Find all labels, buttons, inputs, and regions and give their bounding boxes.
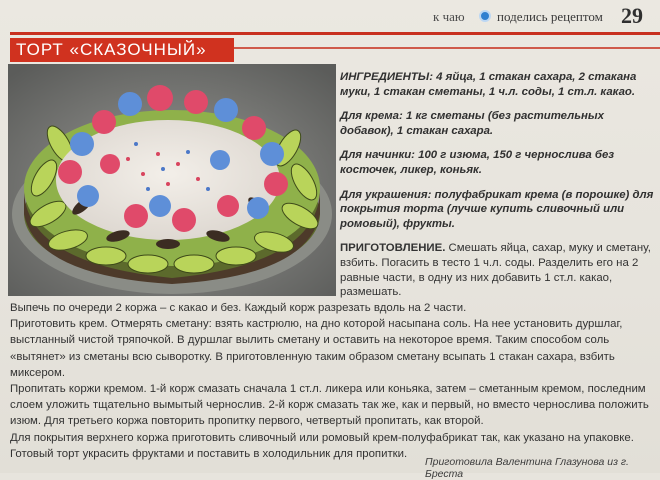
recipe-title: ТОРТ «СКАЗОЧНЫЙ» [16,40,207,59]
ingredients-column [340,70,658,310]
bullet-icon [479,10,491,22]
body-paragraph: Приготовить крем. Отмерять сметану: взять кастрюлю, на дно которой насыпана соль. На нее установить дуршлаг, выстланный чистой тряпочкой. В дуршлаг вылить сметану и оставить на некоторое время. Таким способом соль «вытянет» из сметаны всю сыворотку. В приготовленную таким образом сметану всыпать 1 стакан сахара, взбить миксером. [10,318,623,379]
rubric-label: поделись рецептом [497,9,603,24]
title-rule [234,47,660,49]
decoration-text: полуфабрикат крема (в порошке) для покрытия торта (лучше купить сливочный или ромовый), фрукты. [340,188,654,230]
cake-photo-icon [8,64,336,296]
header-rule [10,32,660,35]
body-paragraph: Пропитать коржи кремом. 1-й корж смазать сначала 1 ст.л. ликера или коньяка, затем – сметанным кремом, последним слоем уложить тщательно вымытый чернослив. 2-й корж смазать так же, как и первый, но вместо чернослива положить изюм. Для третьего коржа повторить пропитку первого, четвертый пропитать, как второй. [10,383,649,428]
preparation-text: Смешать яйца, сахар, муку и сметану, взбить. Погасить в тесто 1 ч.л. соды. Разделить его на 2 равные части, в одну из них добавить 1 ст.л. какао, размешать. [340,242,651,299]
preparation-label: ПРИГОТОВЛЕНИЕ. [340,242,446,255]
cream-block [340,109,658,138]
ingredients-block [340,70,658,99]
filling-text: 100 г изюма, 150 г чернослива без косточек, ликер, коньяк. [340,149,615,176]
cream-label: Для крема: [340,110,403,123]
page-header [0,0,660,32]
preparation-block [340,241,658,299]
recipe-body [10,300,658,462]
body-paragraph: Выпечь по очереди 2 коржа – с какао и без. Каждый корж разрезать вдоль на 2 части. [10,302,467,314]
page-number: 29 [621,3,643,28]
decoration-label: Для украшения: [340,188,432,201]
author-signature: Приготовила Валентина Глазунова из г. Бреста [425,456,629,480]
filling-label: Для начинки: [340,149,415,162]
cream-text: 1 кг сметаны (без растительных добавок), 1 стакан сахара. [340,110,604,137]
decoration-block [340,188,658,232]
body-paragraph: Для покрытия верхнего коржа приготовить сливочный или ромовый крем-полуфабрикат так, как указано на упаковке. Готовый торт украсить фруктами и поставить в холодильник для пропитки. [10,431,634,460]
ingredients-label: ИНГРЕДИЕНТЫ: [340,71,433,83]
section-label: к чаю [433,9,465,24]
filling-block [340,148,658,177]
ingredients-text: 4 яйца, 1 стакан сахара, 2 стакана муки, 1 стакан сметаны, 1 ч.л. соды, 1 ст.л. какао. [340,71,637,98]
